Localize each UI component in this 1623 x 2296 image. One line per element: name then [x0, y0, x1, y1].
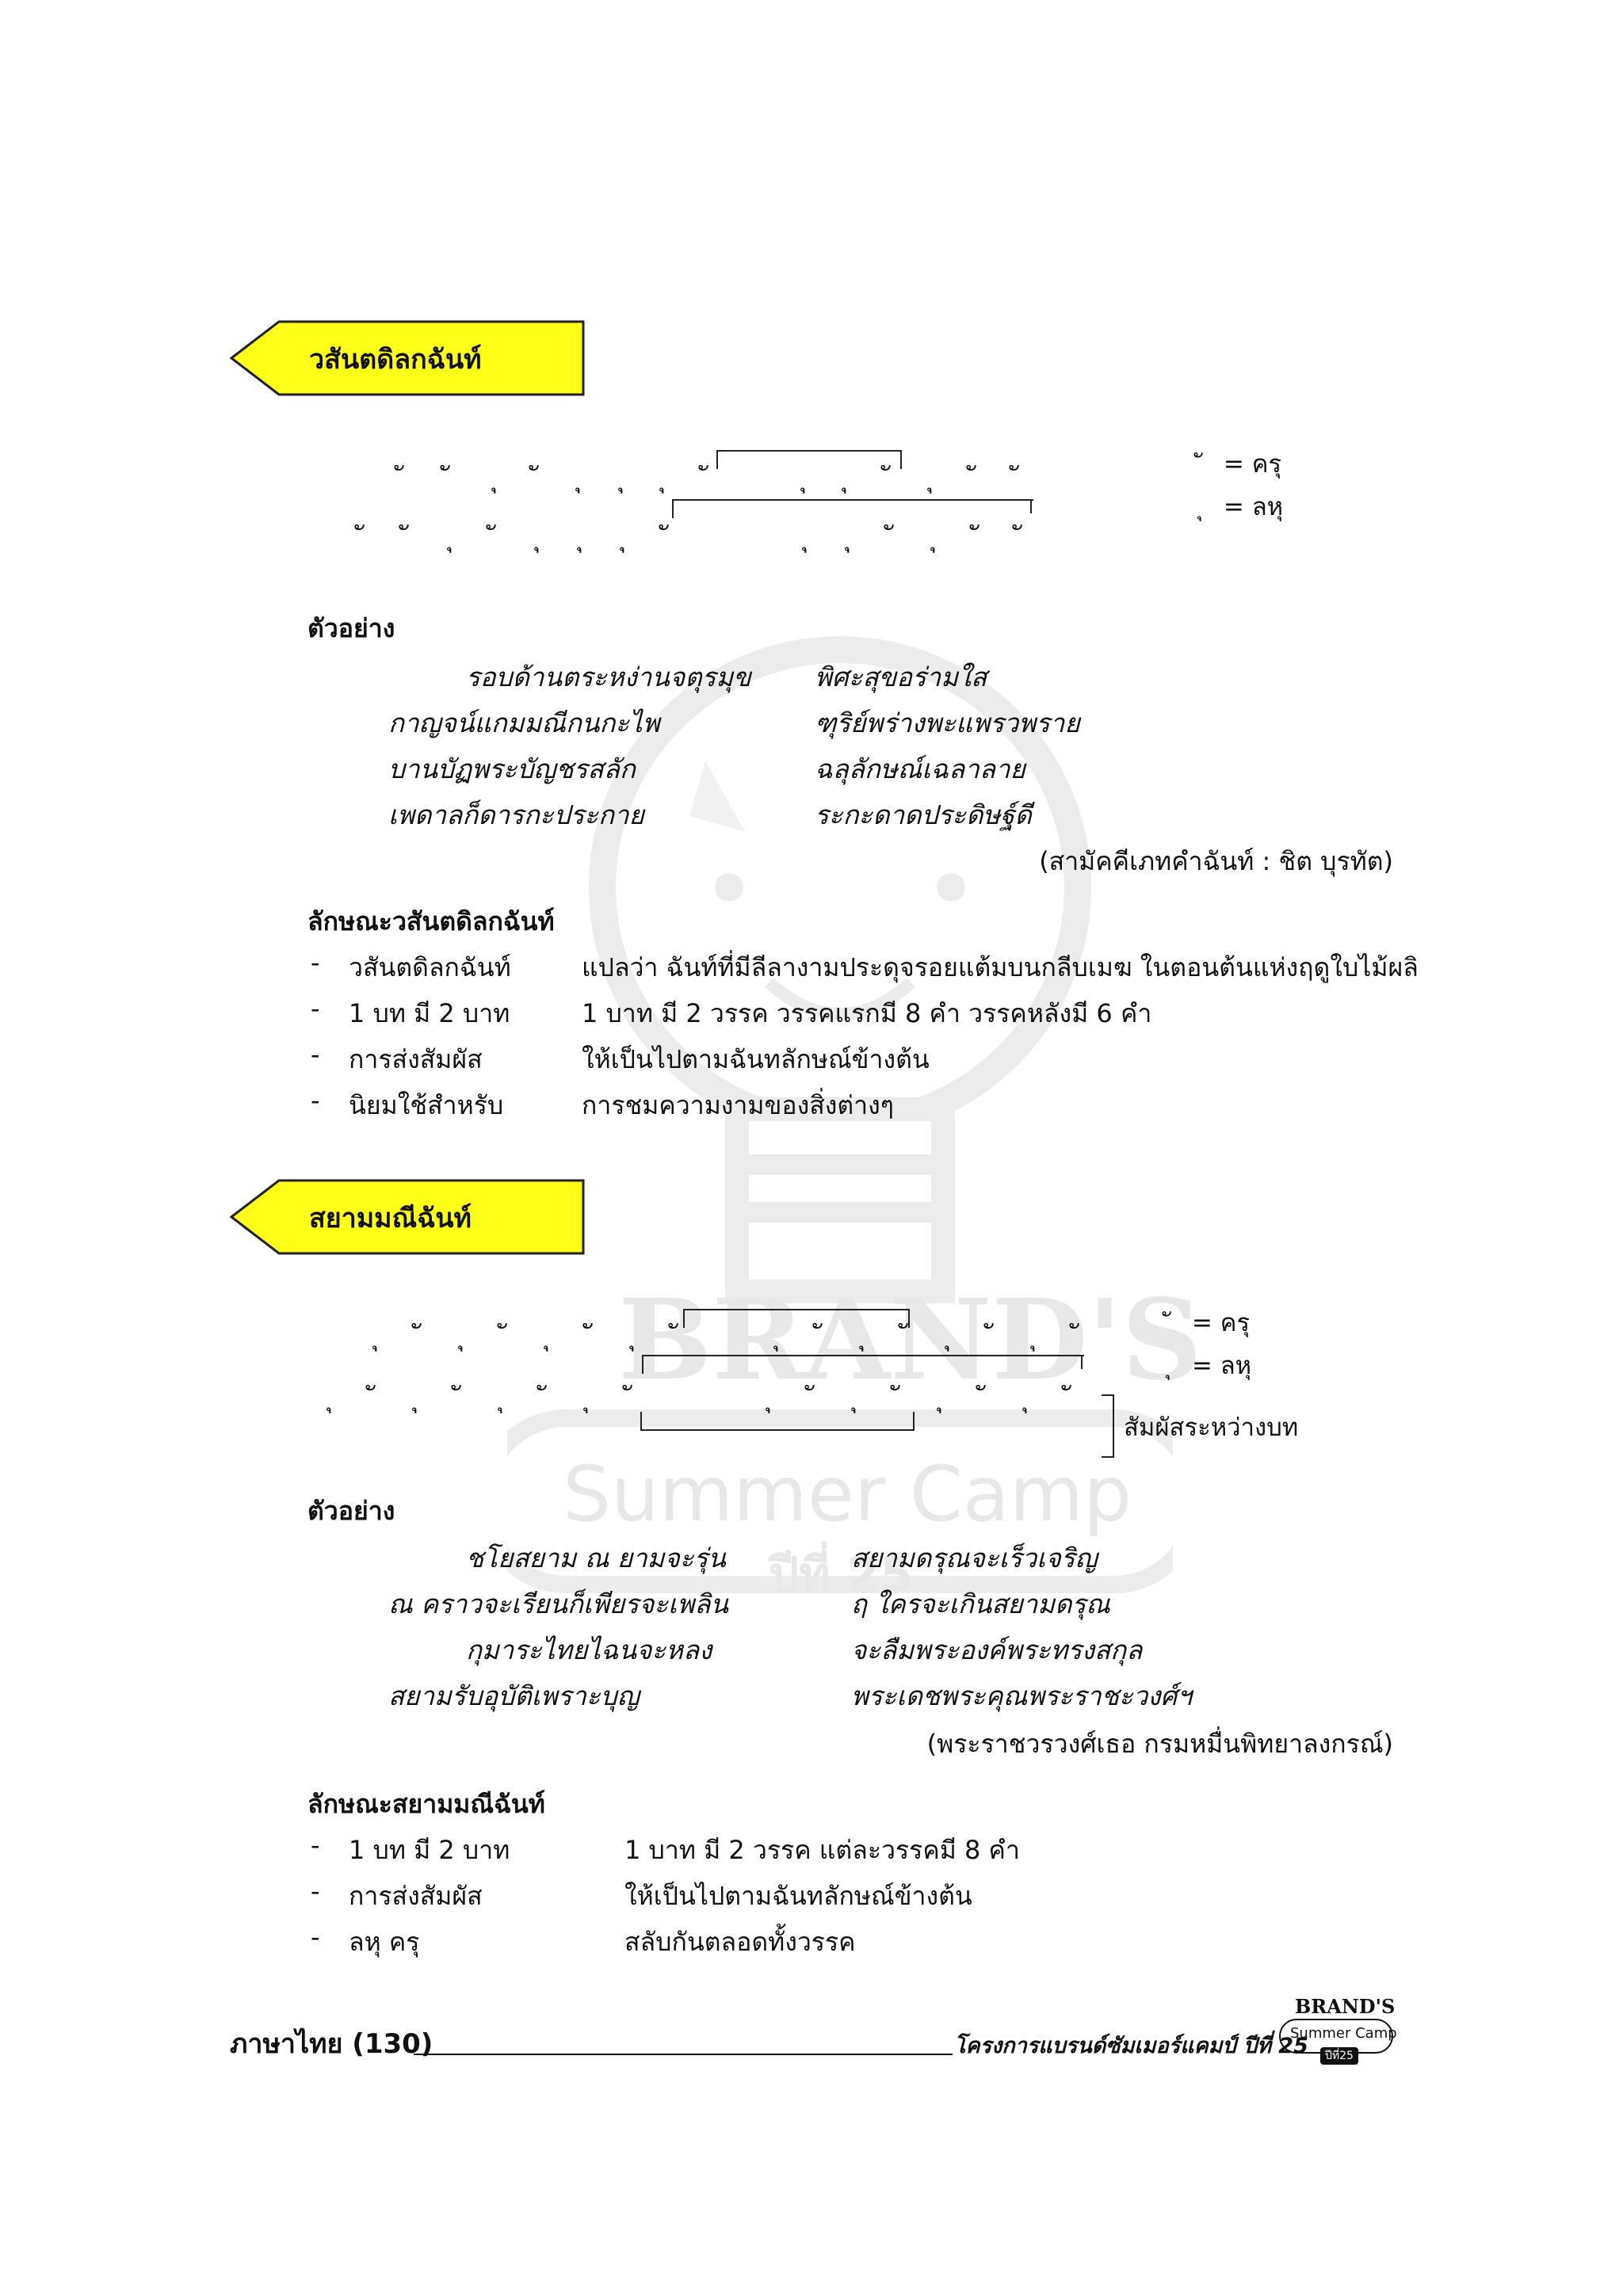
watermark-year: ปีที่ 25	[769, 1547, 914, 1603]
section2-poem-4b: พระเดชพระคุณพระราชะวงศ์ฯ	[851, 1680, 1192, 1711]
feature-key: นิยมใช้สำหรับ	[349, 1090, 504, 1120]
footer-page-label: ภาษาไทย (130)	[230, 2028, 433, 2060]
bullet-dash: -	[311, 1085, 320, 1116]
guru-label: = ครุ	[1223, 450, 1282, 479]
rhyme-link-1	[683, 1309, 910, 1328]
logo-camp: Summer Camp	[1290, 2025, 1397, 2042]
feature-value: สลับกันตลอดทั้งวรรค	[624, 1927, 856, 1957]
section2-example-heading: ตัวอย่าง	[307, 1496, 395, 1526]
section1-title-tag	[230, 320, 585, 403]
feature-value: 1 บาท มี 2 วรรค แต่ละวรรคมี 8 คำ	[624, 1835, 1020, 1865]
section1-poem-1b: พิศะสุขอร่ามใส	[815, 662, 987, 692]
rhyme-link-2-drop	[1030, 499, 1032, 513]
section2-legend-guru	[1171, 1302, 1250, 1342]
feature-key: ลหุ ครุ	[349, 1927, 420, 1957]
section2-poem-3a: กุมาระไทยไฉนจะหลง	[466, 1634, 712, 1665]
section1-legend-lahu	[1203, 486, 1283, 526]
section1-poem-4b: ระกะดาดประดิษฐ์ดี	[815, 799, 1032, 830]
bullet-dash: -	[311, 1830, 320, 1860]
section1-example-heading: ตัวอย่าง	[307, 613, 395, 643]
footer-rule	[414, 2054, 953, 2055]
section2-poem-4a: สยามรับอุบัติเพราะบุญ	[388, 1680, 640, 1711]
between-stanza-note: สัมผัสระหว่างบท	[1124, 1413, 1299, 1442]
section1-features-heading: ลักษณะวสันตดิลกฉันท์	[307, 906, 555, 936]
section1-credit: (สามัคคีเภทคำฉันท์ : ชิต บุรทัต)	[1039, 846, 1393, 876]
bullet-dash: -	[311, 994, 320, 1024]
watermark-brand: BRAND'S	[618, 1276, 1202, 1405]
watermark-camp: Summer Camp	[563, 1450, 1132, 1539]
feature-key: การส่งสัมผัส	[349, 1044, 483, 1074]
section2-legend-lahu	[1171, 1345, 1251, 1385]
feature-value: 1 บาท มี 2 วรรค วรรคแรกมี 8 คำ วรรคหลังมี 6 คำ	[582, 998, 1152, 1028]
feature-value: แปลว่า ฉันท์ที่มีลีลางามประดุจรอยแต้มบนกลีบเมฆ ในตอนต้นแห่งฤดูใบไม้ผลิ	[582, 952, 1419, 982]
section2-poem-2a: ณ คราวจะเรียนก็เพียรจะเพลิน	[388, 1589, 728, 1619]
section2-poem-3b: จะลืมพระองค์พระทรงสกุล	[851, 1634, 1143, 1665]
footer-project: โครงการแบรนด์ซัมเมอร์แคมป์ ปีที่ 25	[954, 2034, 1308, 2058]
section2-title: สยามมณีฉันท์	[309, 1203, 472, 1234]
section2-features-heading: ลักษณะสยามมณีฉันท์	[307, 1789, 545, 1819]
bullet-dash: -	[311, 1922, 320, 1952]
rhyme-link-1	[716, 450, 902, 469]
feature-key: 1 บท มี 2 บาท	[349, 1835, 510, 1865]
bullet-dash: -	[311, 1876, 320, 1906]
section1-legend-guru	[1203, 444, 1281, 483]
section1-poem-1a: รอบด้านตระหง่านจตุรมุข	[466, 662, 751, 692]
section2-credit: (พระราชวรวงศ์เธอ กรมหมื่นพิทยาลงกรณ์)	[926, 1729, 1393, 1759]
section2-poem-1a: ชโยสยาม ณ ยามจะรุ่น	[466, 1543, 726, 1573]
feature-key: วสันตดิลกฉันท์	[349, 952, 511, 982]
feature-value: การชมความงามของสิ่งต่างๆ	[582, 1090, 894, 1120]
feature-value: ให้เป็นไปตามฉันทลักษณ์ข้างต้น	[582, 1044, 930, 1074]
guru-label: = ครุ	[1191, 1309, 1251, 1337]
section1-poem-3a: บานบัฏพระบัญชรสลัก	[388, 753, 636, 784]
feature-key: การส่งสัมผัส	[349, 1881, 483, 1911]
bullet-dash: -	[311, 948, 320, 978]
footer-logo	[1276, 1995, 1395, 2068]
section1-poem-4a: เพดาลก็ดารกะประกาย	[388, 799, 644, 830]
section1-poem-2a: กาญจน์แกมมณีกนกะไพ	[388, 707, 660, 738]
rhyme-link-3	[640, 1412, 915, 1431]
feature-key: 1 บท มี 2 บาท	[349, 998, 510, 1028]
between-stanza-bracket	[1102, 1394, 1114, 1458]
rhyme-link-2	[672, 499, 1033, 518]
feature-value: ให้เป็นไปตามฉันทลักษณ์ข้างต้น	[624, 1881, 972, 1911]
section2-poem-2b: ฤ ใครจะเกินสยามดรุณ	[851, 1589, 1110, 1619]
logo-brand: BRAND'S	[1295, 1995, 1396, 2018]
rhyme-link-2	[642, 1355, 1084, 1374]
section2-poem-1b: สยามดรุณจะเร็วเจริญ	[851, 1543, 1098, 1573]
section1-poem-3b: ฉลุลักษณ์เฉลาลาย	[815, 753, 1025, 784]
logo-year: ปีที่25	[1320, 2047, 1358, 2065]
lahu-label: = ลหุ	[1223, 493, 1284, 521]
lahu-label: = ลหุ	[1191, 1352, 1252, 1380]
rhyme-link-2-drop	[1081, 1355, 1083, 1369]
section2-title-tag	[230, 1179, 585, 1262]
section1-title: วสันตดิลกฉันท์	[309, 344, 482, 376]
bullet-dash: -	[311, 1039, 320, 1070]
section1-poem-2b: ฑุริย์พร่างพะแพรวพราย	[815, 707, 1080, 738]
